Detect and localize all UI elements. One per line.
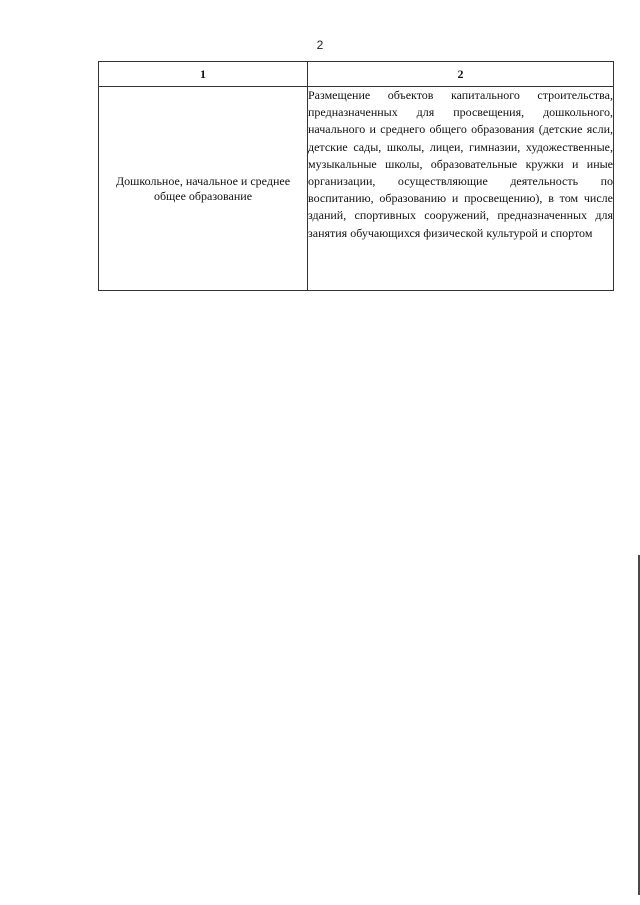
land-use-type-description: Размещение объектов капитального строительства, предназначенных для просвещения, дошкольного, начального и среднего общего образования (детские ясли, детские сады, школы, лицеи, гимназии, художественные, музыкальные школы, образовательные кружки и иные организации, осуществляющие деятельность по воспитанию, образованию и просвещению), в том числе зданий, спортивных сооружений, предназначенных для занятия обучающихся физической культурой и спортом xyxy=(308,87,614,291)
column-header-1: 1 xyxy=(99,62,308,87)
table-header-row xyxy=(99,62,614,87)
column-header-2: 2 xyxy=(308,62,614,87)
table-row xyxy=(99,87,614,291)
page-number: 2 xyxy=(316,38,324,52)
land-use-table xyxy=(98,61,614,291)
land-use-type-name: Дошкольное, начальное и среднее общее образование xyxy=(99,87,308,291)
